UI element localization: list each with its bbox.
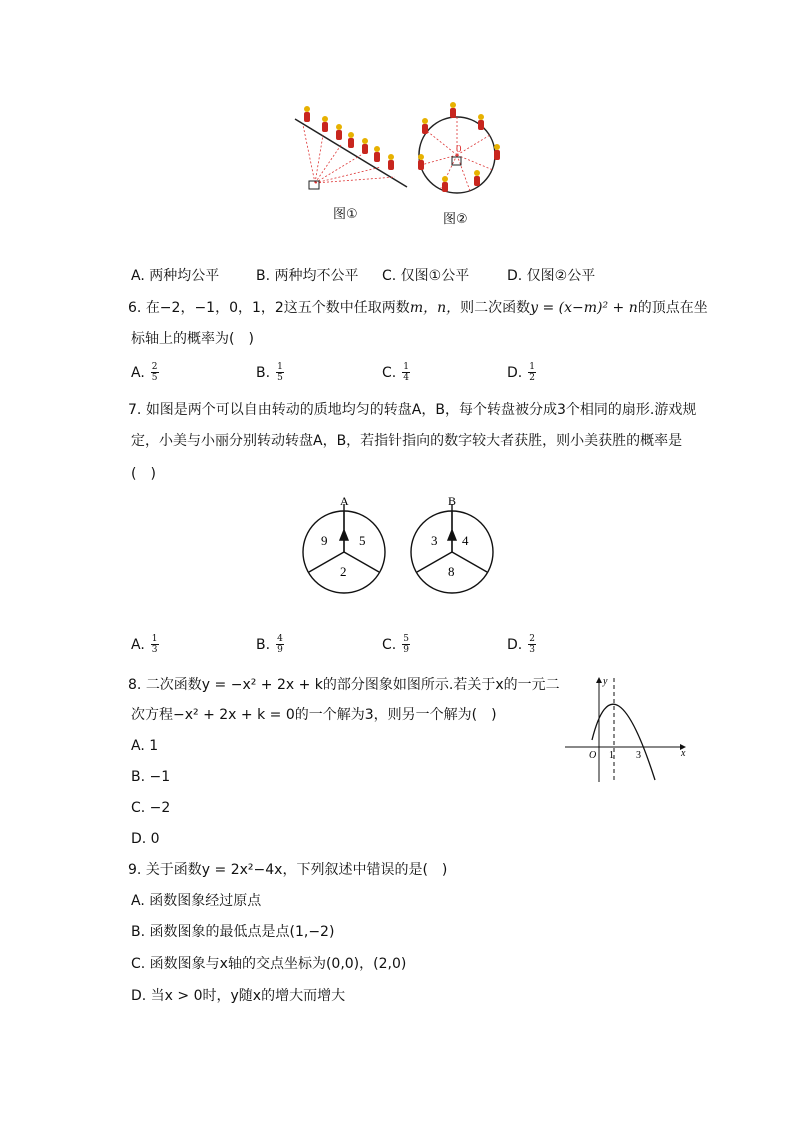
q9-option-d: D. 当x > 0时，y随x的增大而增大: [131, 988, 346, 1004]
q6-option-c: C. $\frac{1}{4}$: [382, 362, 409, 383]
q6-line1: [128, 297, 708, 319]
q8-line1: 8. 二次函数y = −x² + 2x + k的部分图象如图所示.若关于x的一元二: [128, 677, 560, 693]
fraction: $\frac{1}{4}$: [403, 362, 409, 383]
bucket-icon: [452, 157, 461, 165]
x-axis-label: x: [681, 748, 686, 759]
spinner-a-bottom: 2: [340, 564, 347, 579]
bucket-icon: [309, 181, 319, 189]
q9-option-c: C. 函数图象与x轴的交点坐标为(0,0)，(2,0): [131, 956, 407, 972]
q5-option-d: D. 仅图②公平: [507, 268, 596, 284]
q9-stem: 9. 关于函数y = 2x²−4x，下列叙述中错误的是( ): [128, 862, 448, 878]
q6-option-a: A. $\frac{2}{5}$: [131, 362, 158, 383]
figure-caption-1: 图①: [333, 207, 358, 222]
q8-option-a: A. 1: [131, 738, 159, 754]
q9-number: 9.: [128, 862, 142, 878]
q8-graph: [563, 672, 693, 784]
figure-q5-drawing: [285, 95, 515, 235]
spinner-b-left: 3: [431, 533, 438, 548]
q6-line2: 标轴上的概率为( ): [131, 331, 254, 347]
fraction: $\frac{1}{3}$: [151, 634, 158, 655]
spinners-figure: [300, 492, 500, 596]
spinner-a-label: A: [340, 494, 349, 508]
q7-line3: ( ): [131, 466, 156, 482]
q6-option-b: B. $\frac{1}{5}$: [256, 362, 283, 383]
q9-option-a: A. 函数图象经过原点: [131, 893, 262, 909]
q5-option-c: C. 仅图①公平: [382, 268, 470, 284]
q7-line1: 7. 如图是两个可以自由转动的质地均匀的转盘A，B，每个转盘被分成3个相同的扇形.游戏规: [128, 402, 697, 418]
fraction: $\frac{2}{3}$: [529, 634, 535, 655]
fraction: $\frac{2}{5}$: [151, 362, 158, 383]
q5-option-a: A. 两种均公平: [131, 268, 220, 284]
spinner-a-left: 9: [321, 533, 328, 548]
q5-option-b: B. 两种均不公平: [256, 268, 359, 284]
q8-option-c: C. −2: [131, 800, 171, 816]
q6-formula: y = (x−m)² + n: [530, 300, 638, 316]
y-axis-label: y: [603, 676, 608, 687]
tick-3-label: 3: [636, 750, 641, 761]
q7-option-b: B. $\frac{4}{9}$: [256, 634, 283, 655]
center-label: 0: [456, 143, 462, 155]
q8-number: 8.: [128, 677, 142, 693]
spinner-b-right: 4: [462, 533, 469, 548]
q7-option-c: C. $\frac{5}{9}$: [382, 634, 409, 655]
q6-option-d: D. $\frac{1}{2}$: [507, 362, 535, 383]
q6-text-b: 则二次函数: [460, 300, 531, 316]
q7-option-a: A. $\frac{1}{3}$: [131, 634, 158, 655]
q9-option-b: B. 函数图象的最低点是点(1,−2): [131, 924, 335, 940]
spinner-b-bottom: 8: [448, 564, 455, 579]
tick-1-label: 1: [609, 750, 614, 761]
people-row: [304, 106, 394, 170]
figure-caption-2: 图②: [443, 212, 468, 227]
q6-text-a: 在−2，−1，0，1，2这五个数中任取两数: [145, 300, 410, 316]
spinner-b-label: B: [448, 494, 457, 508]
q6-number: 6.: [128, 300, 142, 316]
q8-option-d: D. 0: [131, 831, 160, 847]
fraction: $\frac{1}{2}$: [529, 362, 535, 383]
figure-q5: [285, 95, 515, 235]
q6-vars: m，n，: [409, 300, 461, 316]
fraction: $\frac{5}{9}$: [403, 634, 409, 655]
q7-line2: 定，小美与小丽分别转动转盘A，B，若指针指向的数字较大者获胜，则小美获胜的概率是: [131, 433, 683, 449]
q7-number: 7.: [128, 402, 142, 418]
parabola-curve: [592, 704, 655, 780]
q8-option-b: B. −1: [131, 769, 171, 785]
spinner-a-right: 5: [359, 533, 366, 548]
q6-text-c: 的顶点在坐: [637, 300, 708, 316]
q7-option-d: D. $\frac{2}{3}$: [507, 634, 535, 655]
fraction: $\frac{4}{9}$: [277, 634, 283, 655]
origin-label: O: [589, 750, 597, 761]
fraction: $\frac{1}{5}$: [277, 362, 283, 383]
q8-line2: 次方程−x² + 2x + k = 0的一个解为3，则另一个解为( ): [131, 707, 497, 723]
